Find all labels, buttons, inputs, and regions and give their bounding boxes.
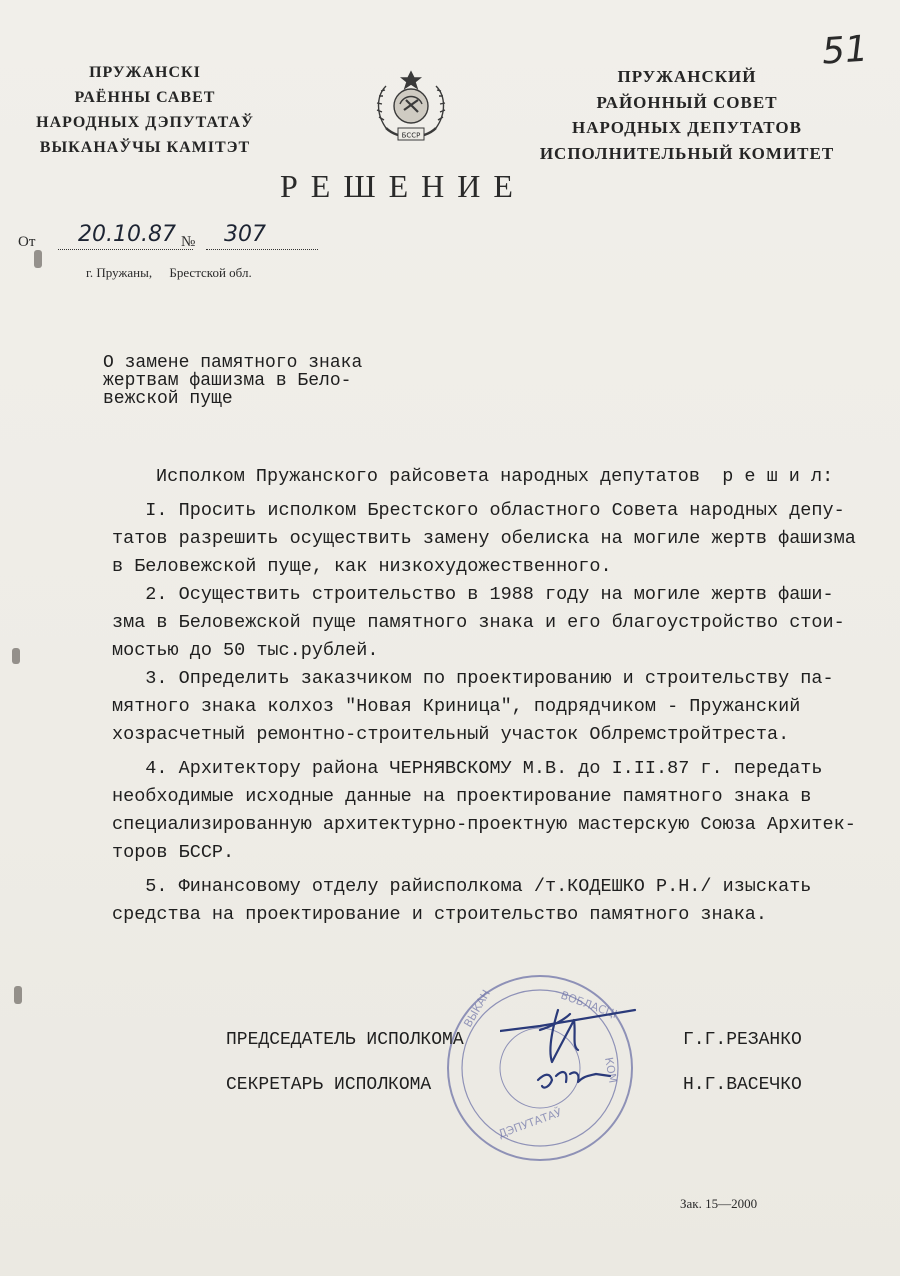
number-label: № [181, 234, 196, 250]
paragraph-line: специализированную архитектурно-проектную мастерскую Союза Архитек- [112, 814, 856, 835]
handwritten-page-number: 51 [820, 28, 870, 73]
decision-body [112, 463, 877, 929]
paragraph-line: в Беловежской пуще, как низкохудожественного. [112, 556, 612, 577]
header-right-line: НАРОДНЫХ ДЕПУТАТОВ [572, 118, 802, 137]
paragraph-line: торов БССР. [112, 842, 235, 863]
svg-text:ВЫКАН: ВЫКАН [461, 987, 494, 1030]
binding-hole-mark [14, 986, 22, 1004]
paragraph-line: необходимые исходные данные на проектирование памятного знака в [112, 786, 812, 807]
svg-text:ДЭПУТАТАЎ: ДЭПУТАТАЎ [496, 1105, 564, 1141]
subject-line: вежской пуще [103, 389, 233, 409]
header-left-line: НАРОДНЫХ ДЭПУТАТАЎ [36, 114, 254, 131]
subject-line: жертвам фашизма в Бело- [103, 371, 352, 391]
state-emblem-icon [374, 68, 448, 148]
secretary-name: Н.Г.ВАСЕЧКО [683, 1075, 802, 1095]
chairman-title: ПРЕДСЕДАТЕЛЬ ИСПОЛКОМА [226, 1030, 464, 1050]
paragraph-line: I. Просить исполком Брестского областного Совета народных депу- [112, 500, 845, 521]
handwritten-signatures-icon [500, 990, 640, 1110]
paragraph-line: мятного знака колхоз "Новая Криница", подрядчиком - Пружанский [112, 696, 801, 717]
place-line [86, 265, 252, 281]
chairman-name: Г.Г.РЕЗАНКО [683, 1030, 802, 1050]
header-left-line: ВЫКАНАЎЧЫ КАМІТЭТ [39, 139, 251, 156]
paragraph-2 [112, 581, 877, 665]
paragraph-line: 5. Финансовому отделу райисполкома /т.КОДЕШКО Р.Н./ изыскать [112, 876, 812, 897]
place-city: г. Пружаны, [86, 265, 153, 280]
binding-hole-mark [12, 648, 20, 664]
subject-line: О замене памятного знака [103, 353, 363, 373]
subject-block [103, 354, 433, 408]
header-right-line: РАЙОННЫЙ СОВЕТ [596, 92, 778, 112]
header-left-line: РАЁННЫ САВЕТ [74, 89, 216, 106]
paragraph-line: зма в Беловежской пуще памятного знака и его благоустройство стои- [112, 612, 845, 633]
paragraph-line: татов разрешить осуществить замену обелиска на могиле жертв фашизма [112, 528, 856, 549]
paragraph-line: средства на проектирование и строительство памятного знака. [112, 904, 768, 925]
intro-line: Исполком Пружанского райсовета народных депутатов р е ш и л: [156, 466, 834, 487]
document-date: 20.10.87 [58, 222, 193, 250]
document-number: 307 [206, 222, 318, 250]
header-right-line: ПРУЖАНСКИЙ [617, 67, 757, 86]
header-right-line: ИСПОЛНИТЕЛЬНЫЙ КОМИТЕТ [539, 143, 835, 163]
paragraph-line: 2. Осуществить строительство в 1988 году на могиле жертв фаши- [112, 584, 834, 605]
paragraph-line: мостью до 50 тыс.рублей. [112, 640, 379, 661]
paragraph-1 [112, 497, 877, 581]
paragraph-line: 4. Архитектору района ЧЕРНЯВСКОМУ М.В. до I.II.87 г. передать [112, 758, 823, 779]
paragraph-3 [112, 665, 877, 749]
binding-hole-mark [34, 250, 42, 268]
place-region: Брестской обл. [169, 265, 252, 280]
paragraph-line: 3. Определить заказчиком по проектированию и строительству па- [112, 668, 834, 689]
header-belarusian [10, 60, 280, 160]
header-left-line: ПРУЖАНСКІ [89, 64, 201, 81]
header-russian [512, 64, 862, 166]
emblem-label: БССР [401, 131, 421, 140]
svg-text:КОМ: КОМ [602, 1056, 620, 1085]
secretary-title: СЕКРЕТАРЬ ИСПОЛКОМА [226, 1075, 432, 1095]
svg-text:ВОБЛАСЦI: ВОБЛАСЦI [558, 988, 619, 1022]
document-title: РЕШЕНИЕ [280, 168, 526, 204]
paragraph-4 [112, 755, 877, 867]
date-label: От [18, 234, 36, 250]
paragraph-line: хозрасчетный ремонтно-строительный участок Облремстройтреста. [112, 724, 790, 745]
paragraph-5 [112, 873, 877, 929]
print-order-note: Зак. 15—2000 [680, 1196, 758, 1211]
